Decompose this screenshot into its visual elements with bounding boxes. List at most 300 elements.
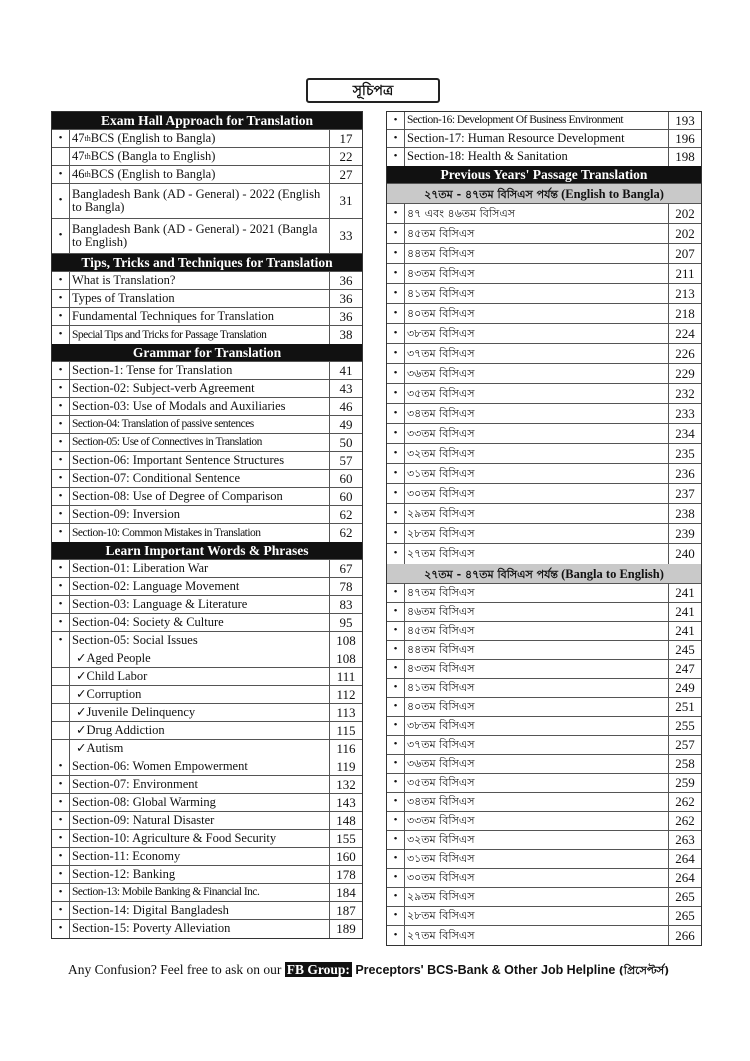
page-number: 27 (339, 166, 353, 182)
page-number: 148 (336, 812, 356, 828)
page-number: 78 (339, 578, 353, 594)
bullet-icon: • (387, 584, 405, 602)
toc-label (405, 736, 669, 754)
toc-label-text: Section-17: Human Resource Development (407, 130, 625, 145)
toc-label: Bangladesh Bank (AD - General) - 2021 (Bangla to English) (70, 219, 330, 253)
bullet-empty (52, 704, 70, 721)
toc-label (405, 484, 669, 503)
page-number: 213 (675, 285, 695, 301)
bullet-empty (52, 740, 70, 758)
toc-label (405, 907, 669, 925)
toc-label (70, 848, 330, 865)
toc-label (405, 364, 669, 383)
fb-group-name[interactable]: Preceptors' BCS-Bank & Other Job Helpline (351, 963, 619, 977)
toc-row[interactable] (52, 148, 362, 166)
toc-label-text: Section-09: Natural Disaster (72, 812, 215, 827)
toc-row[interactable] (52, 830, 362, 848)
toc-row[interactable] (387, 284, 701, 304)
toc-label (70, 434, 330, 451)
bullet-icon: • (387, 324, 405, 343)
bullet-icon: • (387, 364, 405, 383)
toc-row[interactable] (52, 920, 362, 938)
bullet-icon: • (52, 524, 70, 542)
toc-row[interactable] (52, 130, 362, 148)
toc-row[interactable] (387, 698, 701, 717)
page-number: 22 (339, 148, 353, 164)
bullet-icon: • (387, 224, 405, 243)
page-number: 237 (675, 485, 695, 501)
toc-row[interactable] (387, 544, 701, 564)
toc-row[interactable] (52, 166, 362, 184)
bullet-icon: • (52, 758, 70, 775)
toc-label-text: ৩০তম বিসিএস (407, 871, 475, 885)
toc-row[interactable] (387, 850, 701, 869)
toc-label (405, 679, 669, 697)
toc-row[interactable] (52, 794, 362, 812)
toc-label (70, 524, 330, 542)
page-number: 265 (675, 908, 695, 924)
bullet-icon: • (387, 304, 405, 323)
toc-label-text: Section-08: Use of Degree of Comparison (72, 488, 283, 503)
toc-label (405, 641, 669, 659)
toc-label (405, 444, 669, 463)
page-number: 193 (675, 112, 695, 128)
bullet-icon: • (387, 148, 405, 166)
toc-row[interactable] (387, 244, 701, 264)
bullet-icon: • (387, 284, 405, 303)
toc-label (70, 452, 330, 469)
toc-label-text: ৩৬তম বিসিএস (407, 757, 475, 771)
page-number: 43 (339, 380, 353, 396)
bullet-icon: • (387, 869, 405, 887)
toc-label (405, 384, 669, 403)
page-number: 264 (675, 870, 695, 886)
toc-row[interactable] (52, 848, 362, 866)
toc-title: সূচিপত্র (306, 78, 440, 103)
page-number: 198 (675, 149, 695, 165)
toc-row[interactable] (52, 560, 362, 578)
bullet-icon: • (52, 308, 70, 325)
bullet-icon: • (387, 736, 405, 754)
toc-label-text: Section-07: Conditional Sentence (72, 470, 241, 485)
toc-row[interactable] (52, 219, 362, 254)
toc-label (70, 902, 330, 919)
toc-label-text: ৩৫তম বিসিএস (407, 386, 475, 400)
page-number: 238 (675, 505, 695, 521)
toc-row[interactable] (387, 793, 701, 812)
bullet-icon: • (387, 344, 405, 363)
toc-subitem-row[interactable] (52, 722, 362, 740)
toc-label (70, 776, 330, 793)
toc-row[interactable] (52, 884, 362, 902)
bullet-icon: • (387, 698, 405, 716)
toc-row[interactable] (52, 326, 362, 344)
footer-text: Any Confusion? Feel free to ask on our (68, 962, 285, 977)
page-number: 178 (336, 866, 356, 882)
page-number: 241 (675, 604, 695, 620)
page-number: 262 (675, 794, 695, 810)
toc-row[interactable] (387, 484, 701, 504)
toc-row[interactable] (52, 308, 362, 326)
toc-row[interactable] (52, 524, 362, 542)
toc-row[interactable] (52, 380, 362, 398)
page-number: 233 (675, 405, 695, 421)
toc-row[interactable] (387, 304, 701, 324)
toc-row[interactable] (52, 272, 362, 290)
page-number: 111 (336, 668, 356, 684)
bullet-icon: • (52, 362, 70, 379)
toc-row[interactable] (387, 112, 701, 130)
toc-row[interactable] (52, 488, 362, 506)
toc-label (405, 812, 669, 830)
toc-row[interactable] (387, 603, 701, 622)
toc-label (405, 244, 669, 263)
toc-label: 46 th BCS (English to Bangla) (70, 166, 330, 183)
toc-label-text: ৪১তম বিসিএস (407, 681, 475, 695)
toc-label (405, 284, 669, 303)
toc-label-text: Section-11: Economy (72, 848, 181, 863)
check-icon: ✓ (76, 650, 87, 665)
check-icon: ✓ (76, 722, 87, 737)
toc-label-text: Section-06: Women Empowerment (72, 758, 248, 773)
toc-row[interactable] (387, 869, 701, 888)
bullet-icon: • (52, 830, 70, 847)
section-heading-exam-hall: Exam Hall Approach for Translation (52, 112, 362, 130)
page-number: 155 (336, 830, 356, 846)
page-number: 62 (339, 506, 353, 522)
toc-row[interactable] (52, 470, 362, 488)
toc-label-text: ৩২তম বিসিএস (407, 833, 475, 847)
check-icon: ✓ (76, 741, 87, 756)
bullet-icon: • (387, 130, 405, 147)
toc-label-text: ৩১তম বিসিএস (407, 466, 475, 480)
toc-label-text: ২৮তম বিসিএস (407, 526, 475, 540)
toc-row[interactable] (52, 812, 362, 830)
bullet-empty (52, 668, 70, 685)
toc-label (70, 794, 330, 811)
toc-row[interactable] (387, 584, 701, 603)
toc-subitem-row[interactable] (52, 668, 362, 686)
toc-subitem-row[interactable] (52, 740, 362, 758)
toc-row[interactable] (52, 452, 362, 470)
toc-label (70, 812, 330, 829)
bullet-empty (52, 686, 70, 703)
toc-left-column (51, 111, 363, 939)
toc-label-text: ৩৫তম বিসিএস (407, 776, 475, 790)
page-number: 60 (339, 488, 353, 504)
toc-label (70, 758, 330, 775)
toc-label-text: Section-03: Language & Literature (72, 596, 248, 611)
page-number: 196 (675, 130, 695, 146)
toc-row[interactable] (387, 504, 701, 524)
toc-row[interactable] (387, 660, 701, 679)
toc-row[interactable] (387, 926, 701, 945)
page-number: 31 (339, 193, 353, 209)
page-number: 184 (336, 884, 356, 900)
toc-label (405, 774, 669, 792)
toc-subitem-row[interactable] (52, 686, 362, 704)
toc-label (70, 740, 330, 758)
page-number: 218 (675, 305, 695, 321)
toc-row[interactable] (52, 290, 362, 308)
page-number: 95 (339, 614, 353, 630)
toc-row[interactable] (387, 774, 701, 793)
page-number: 187 (336, 902, 356, 918)
toc-row[interactable] (387, 831, 701, 850)
toc-label-text: Section-1: Tense for Translation (72, 362, 233, 377)
bullet-icon: • (52, 452, 70, 469)
toc-label-text: Section-05: Social Issues (72, 633, 198, 648)
page-number: 202 (675, 225, 695, 241)
bullet-icon: • (387, 793, 405, 811)
toc-row[interactable] (387, 264, 701, 284)
page-number: 229 (675, 365, 695, 381)
toc-label-text: Section-12: Banking (72, 866, 176, 881)
page-number: 143 (336, 794, 356, 810)
bullet-icon: • (52, 130, 70, 147)
toc-label-text: Aged People (86, 650, 151, 665)
page-number: 49 (339, 416, 353, 432)
bullet-icon: • (387, 926, 405, 945)
fb-group-badge: FB Group: (286, 962, 350, 977)
toc-label-text: Special Tips and Tricks for Passage Translation (72, 328, 267, 341)
toc-label (405, 344, 669, 363)
toc-label (70, 866, 330, 883)
page-number: 258 (675, 756, 695, 772)
toc-row[interactable] (387, 344, 701, 364)
toc-label (405, 130, 669, 147)
toc-label-text: ৩৬তম বিসিএস (407, 366, 475, 380)
page-number: 116 (336, 741, 356, 757)
toc-label-text: ৪৫তম বিসিএস (407, 226, 475, 240)
page-number: 57 (339, 452, 353, 468)
toc-label-text: Section-06: Important Sentence Structures (72, 452, 285, 467)
page-number: 224 (675, 325, 695, 341)
toc-label-text: Section-04: Translation of passive sentences (72, 418, 254, 431)
toc-row[interactable] (52, 902, 362, 920)
toc-row[interactable] (387, 907, 701, 926)
toc-row[interactable] (387, 464, 701, 484)
toc-label (70, 722, 330, 739)
toc-row[interactable] (52, 184, 362, 219)
toc-label-text: ৪৪তম বিসিএস (407, 246, 475, 260)
bullet-icon: • (387, 622, 405, 640)
page-number: 113 (336, 704, 356, 720)
toc-row[interactable] (52, 776, 362, 794)
toc-label-text: ২৯তম বিসিএস (407, 890, 475, 904)
toc-row[interactable] (387, 444, 701, 464)
toc-row[interactable] (52, 614, 362, 632)
bullet-icon: • (52, 184, 70, 218)
toc-row[interactable] (52, 506, 362, 524)
toc-row[interactable] (52, 632, 362, 650)
toc-label-text: Section-08: Global Warming (72, 794, 216, 809)
page-number: 249 (675, 680, 695, 696)
toc-row[interactable] (387, 679, 701, 698)
toc-row[interactable] (387, 130, 701, 148)
bullet-icon: • (52, 794, 70, 811)
bullet-icon: • (387, 679, 405, 697)
toc-right-column (386, 111, 702, 946)
bullet-icon: • (387, 444, 405, 463)
toc-subitem-row[interactable] (52, 704, 362, 722)
toc-label (70, 596, 330, 613)
check-icon: ✓ (76, 704, 87, 719)
toc-label (405, 264, 669, 283)
bullet-icon: • (387, 504, 405, 523)
toc-label-text: ৪০তম বিসিএস (407, 306, 475, 320)
toc-label-text: ৩৪তম বিসিএস (407, 795, 475, 809)
toc-label-text: Section-13: Mobile Banking & Financial Inc. (72, 886, 260, 899)
page-number: 240 (675, 546, 695, 562)
toc-label (70, 470, 330, 487)
toc-label-text: Section-15: Poverty Alleviation (72, 921, 231, 936)
bullet-icon: • (52, 812, 70, 829)
toc-row[interactable] (52, 434, 362, 452)
page-number: 211 (675, 265, 695, 281)
toc-label-text: Fundamental Techniques for Translation (72, 308, 274, 323)
bullet-icon: • (387, 404, 405, 423)
toc-row[interactable] (52, 758, 362, 776)
page-number: 235 (675, 445, 695, 461)
toc-label-text: ৩২তম বিসিএস (407, 446, 475, 460)
toc-row[interactable] (387, 622, 701, 641)
toc-label-text: ২৭তম বিসিএস (407, 547, 475, 561)
page-number: 264 (675, 851, 695, 867)
toc-label (405, 603, 669, 621)
toc-label (405, 755, 669, 773)
toc-label-text: ৪৩তম বিসিএস (407, 662, 475, 676)
toc-row[interactable] (387, 384, 701, 404)
toc-label-text: Section-10: Agriculture & Food Security (72, 830, 277, 845)
toc-row[interactable] (387, 736, 701, 755)
toc-row[interactable] (387, 812, 701, 831)
page-number: 62 (339, 525, 353, 541)
bullet-icon: • (387, 888, 405, 906)
toc-row[interactable] (52, 398, 362, 416)
toc-row[interactable] (387, 224, 701, 244)
bullet-icon: • (52, 166, 70, 183)
toc-label-text: Section-16: Development Of Business Environment (407, 114, 624, 127)
toc-label (405, 793, 669, 811)
bullet-icon: • (387, 544, 405, 564)
bullet-icon: • (52, 848, 70, 865)
page-number: 60 (339, 470, 353, 486)
toc-label (70, 398, 330, 415)
fb-group-name-bn: (প্রিসেপ্টর্স) (618, 964, 670, 977)
page-number: 36 (339, 308, 353, 324)
toc-label (405, 204, 669, 223)
page-number: 263 (675, 832, 695, 848)
bullet-icon: • (52, 614, 70, 631)
toc-row[interactable] (387, 717, 701, 736)
toc-row[interactable] (387, 524, 701, 544)
toc-row[interactable] (52, 362, 362, 380)
toc-label-text: ৪৭ এবং ৪৬তম বিসিএস (407, 206, 515, 220)
toc-label (70, 704, 330, 721)
toc-label-text: ৪৬তম বিসিএস (407, 605, 475, 619)
toc-row[interactable] (52, 578, 362, 596)
toc-row[interactable] (52, 866, 362, 884)
page-number: 241 (675, 585, 695, 601)
toc-label (70, 614, 330, 631)
toc-label: Bangladesh Bank (AD - General) - 2022 (English to Bangla) (70, 184, 330, 218)
toc-label (405, 831, 669, 849)
bullet-icon: • (52, 488, 70, 505)
toc-row[interactable] (52, 596, 362, 614)
page-number: 232 (675, 385, 695, 401)
toc-subitem-row[interactable] (52, 650, 362, 668)
toc-label (70, 650, 330, 667)
page-number: 247 (675, 661, 695, 677)
toc-label-text: Section-03: Use of Modals and Auxiliaries (72, 398, 286, 413)
toc-row[interactable] (387, 148, 701, 166)
toc-row[interactable] (387, 324, 701, 344)
toc-label-text: ৪৫তম বিসিএস (407, 624, 475, 638)
toc-label-text: ৩৩তম বিসিএস (407, 814, 475, 828)
bullet-icon: • (52, 290, 70, 307)
toc-label (70, 308, 330, 325)
toc-label (70, 578, 330, 595)
page-number: 46 (339, 398, 353, 414)
toc-row[interactable] (387, 424, 701, 444)
bullet-icon: • (387, 755, 405, 773)
page-number: 266 (675, 927, 695, 943)
toc-label (405, 224, 669, 243)
toc-row[interactable] (387, 404, 701, 424)
toc-label-text: ২৯তম বিসিএস (407, 506, 475, 520)
toc-label (405, 850, 669, 868)
bullet-icon: • (387, 717, 405, 735)
toc-label-text: ৩৩তম বিসিএস (407, 426, 475, 440)
toc-label-text: Corruption (86, 686, 142, 701)
bullet-icon: • (387, 524, 405, 543)
footer-note (68, 962, 708, 981)
page-number: 255 (675, 718, 695, 734)
bullet-icon: • (387, 850, 405, 868)
subheading-bangla-to-english: ২৭তম - ৪৭তম বিসিএস পর্যন্ত (Bangla to English) (387, 564, 701, 584)
page-number: 50 (339, 434, 353, 450)
bullet-icon: • (52, 632, 70, 650)
toc-label-text: ৩৮তম বিসিএস (407, 326, 475, 340)
toc-label (405, 869, 669, 887)
bullet-icon: • (52, 398, 70, 415)
section-heading-grammar: Grammar for Translation (52, 344, 362, 362)
toc-label (405, 698, 669, 716)
toc-row[interactable] (387, 204, 701, 224)
toc-row[interactable] (387, 755, 701, 774)
page-number: 189 (336, 921, 356, 937)
toc-label (405, 304, 669, 323)
toc-label (70, 290, 330, 307)
toc-row[interactable] (387, 641, 701, 660)
bullet-icon: • (387, 464, 405, 483)
toc-label-text: ৪০তম বিসিএস (407, 700, 475, 714)
check-icon: ✓ (76, 668, 87, 683)
toc-row[interactable] (52, 416, 362, 434)
toc-label (405, 464, 669, 483)
bullet-icon: • (52, 380, 70, 397)
bullet-icon: • (52, 884, 70, 901)
toc-label (70, 416, 330, 433)
page-number: 38 (339, 327, 353, 343)
toc-label (70, 362, 330, 379)
toc-row[interactable] (387, 888, 701, 907)
page-number: 115 (336, 722, 356, 738)
toc-row[interactable] (387, 364, 701, 384)
toc-label-text: ৪৪তম বিসিএস (407, 643, 475, 657)
bullet-icon: • (387, 774, 405, 792)
